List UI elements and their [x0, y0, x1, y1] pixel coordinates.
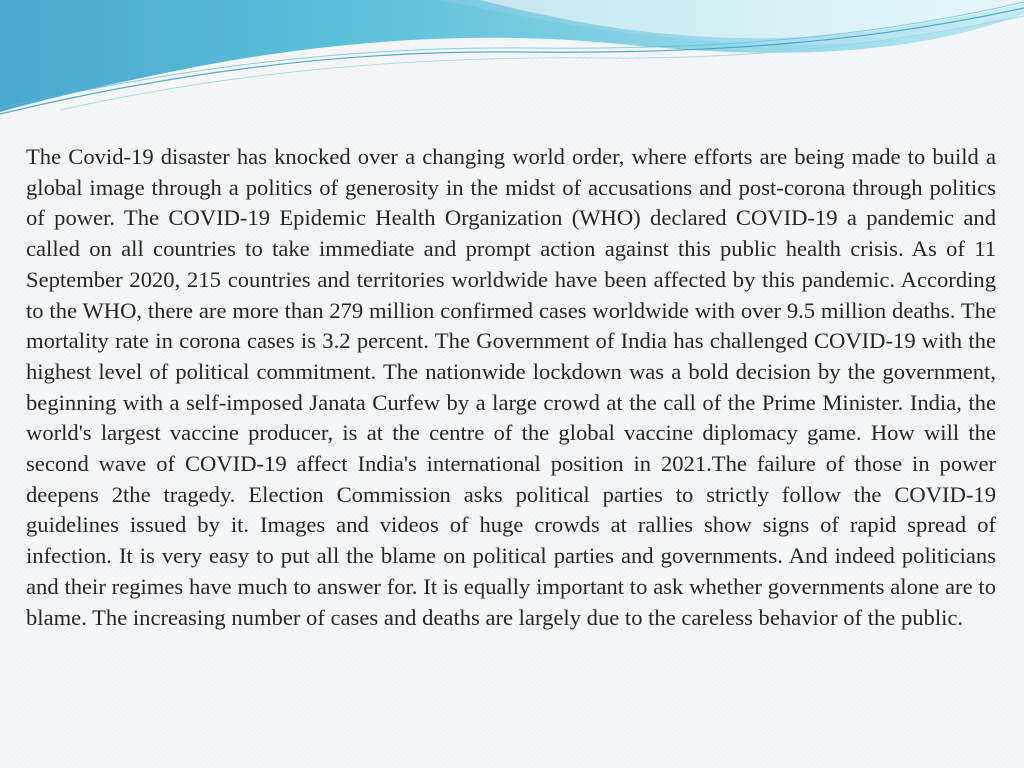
header-wave-decoration — [0, 0, 1024, 120]
body-paragraph: The Covid-19 disaster has knocked over a changing world order, where efforts are being made to build a global image through a politics of generosity in the midst of accusations and post-corona through politics of power. The COVID-19 Epidemic Health Organization (WHO) declared COVID-19 a pandemic and called on all countries to take immediate and prompt action against this public health crisis. As of 11 September 2020, 215 countries and territories worldwide have been affected by this pandemic. According to the WHO, there are more than 279 million confirmed cases worldwide with over 9.5 million deaths. The mortality rate in corona cases is 3.2 percent. The Government of India has challenged COVID-19 with the highest level of political commitment. The nationwide lockdown was a bold decision by the government, beginning with a self-imposed Janata Curfew by a large crowd at the call of the Prime Minister. India, the world's largest vaccine producer, is at the centre of the global vaccine diplomacy game. How will the second wave of COVID-19 affect India's international position in 2021.The failure of those in power deepens 2the tragedy. Election Commission asks political parties to strictly follow the COVID-19 guidelines issued by it. Images and videos of huge crowds at rallies show signs of rapid spread of infection. It is very easy to put all the blame on political parties and governments. And indeed politicians and their regimes have much to answer for. It is equally important to ask whether governments alone are to blame. The increasing number of cases and deaths are largely due to the careless behavior of the public. — [26, 144, 996, 630]
